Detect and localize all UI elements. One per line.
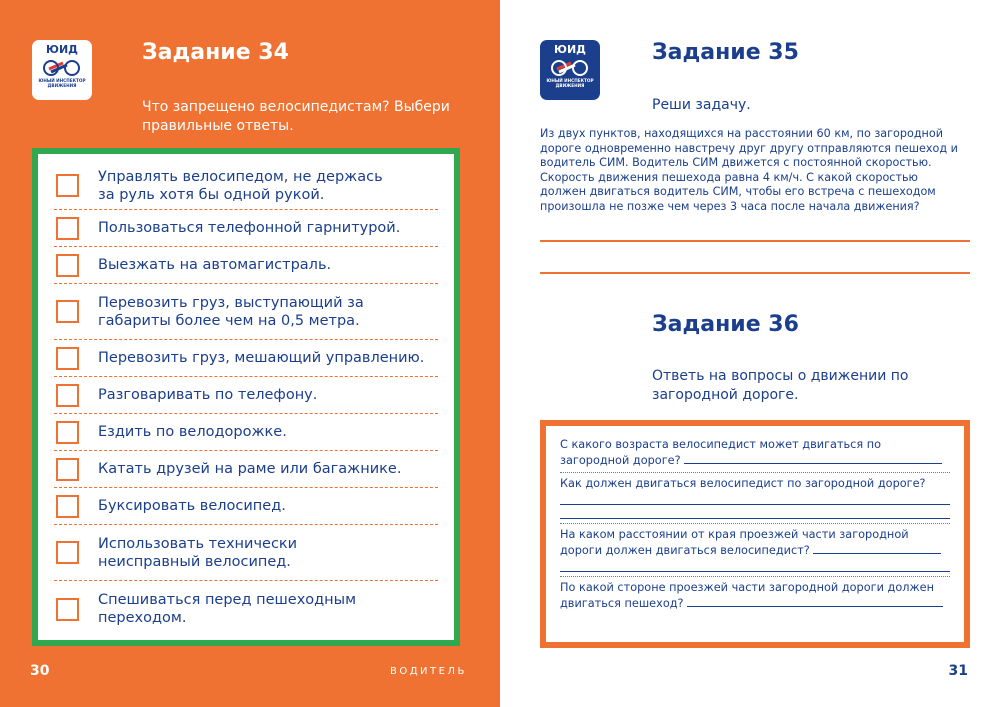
right-page	[500, 0, 1000, 707]
question-text: По какой стороне проезжей части загородной дороги должен двигаться пешеход?	[560, 581, 934, 610]
logo-subtitle: ЮНЫЙ ИНСПЕКТОР ДВИЖЕНИЯ	[546, 78, 594, 88]
checklist-item-label: Перевозить груз, мешающий управлению.	[98, 350, 425, 366]
questions-box	[540, 420, 970, 648]
yuid-logo	[540, 40, 600, 100]
checklist-item	[54, 210, 438, 247]
answer-line[interactable]	[560, 505, 950, 519]
checklist-item	[54, 162, 438, 210]
checkbox[interactable]	[56, 421, 79, 444]
bicycle-icon	[549, 57, 591, 77]
page-number-left: 30	[30, 663, 50, 679]
checklist-item	[54, 377, 438, 414]
checklist-item-label: Буксировать велосипед.	[98, 498, 286, 514]
yuid-logo	[32, 40, 92, 100]
checklist-item-label: Ездить по велодорожке.	[98, 424, 287, 440]
task-34-question: Что запрещено велосипедистам? Выбери правильные ответы.	[142, 99, 450, 134]
checklist-item	[54, 247, 438, 284]
checklist-item	[54, 414, 438, 451]
task-35-title: Задание 35	[652, 40, 799, 65]
task-36-instruction: Ответь на вопросы о движении по загородной дороге.	[652, 368, 909, 403]
checkbox[interactable]	[56, 384, 79, 407]
task-36-title: Задание 36	[652, 312, 799, 337]
checklist-item-label: Пользоваться телефонной гарнитурой.	[98, 220, 401, 236]
checklist-item-label: Выезжать на автомагистраль.	[98, 257, 332, 273]
checkbox[interactable]	[56, 254, 79, 277]
footer-section-label: ВОДИТЕЛЬ	[390, 666, 467, 677]
question-item	[560, 473, 950, 524]
checkbox[interactable]	[56, 217, 79, 240]
checklist-item-label: Перевозить груз, выступающий за габариты более чем на 0,5 метра.	[98, 294, 364, 329]
logo-subtitle: ЮНЫЙ ИНСПЕКТОР ДВИЖЕНИЯ	[38, 78, 86, 88]
answer-line[interactable]	[540, 240, 970, 242]
answer-blank[interactable]	[687, 595, 943, 607]
task-34-title: Задание 34	[142, 40, 289, 65]
checklist-item	[54, 340, 438, 377]
question-text: Как должен двигаться велосипедист по загородной дороге?	[560, 477, 926, 490]
checklist-item	[54, 488, 438, 525]
answer-line[interactable]	[560, 491, 950, 505]
checklist-item	[54, 581, 438, 637]
checkbox[interactable]	[56, 458, 79, 481]
checkbox[interactable]	[56, 347, 79, 370]
checklist-item	[54, 525, 438, 581]
checklist-item-label: Разговаривать по телефону.	[98, 387, 318, 403]
checklist-item	[54, 284, 438, 340]
question-text: С какого возраста велосипедист может двигаться по загородной дороге?	[560, 438, 882, 467]
question-item	[560, 577, 950, 615]
checklist-item-label: Спешиваться перед пешеходным переходом.	[98, 592, 357, 626]
bicycle-icon	[41, 57, 83, 77]
checklist-box	[32, 148, 460, 646]
question-item	[560, 434, 950, 473]
checklist-item	[54, 451, 438, 488]
checkbox[interactable]	[56, 598, 79, 621]
checkbox[interactable]	[56, 541, 79, 564]
answer-blank[interactable]	[813, 542, 941, 554]
checklist-item-label: Управлять велосипедом, не держась за руль хотя бы одной рукой.	[98, 168, 383, 203]
answer-line[interactable]	[540, 272, 970, 274]
checkbox[interactable]	[56, 174, 79, 197]
answer-blank[interactable]	[684, 452, 942, 464]
answer-line[interactable]	[560, 558, 950, 572]
page-number-right: 31	[948, 663, 968, 679]
task-35-instruction: Реши задачу.	[652, 97, 751, 113]
task-35-problem: Из двух пунктов, находящихся на расстоянии 60 км, по загородной дороге одновременно навстречу друг другу отправляются пешеход и водитель СИМ. Водитель СИМ движется с постоянной скоростью. Скорость движения пешехода равна 4 км/ч. С какой скоростью должен двигаться водитель СИМ, чтобы его встреча с пешеходом произошла не позже чем через 3 часа после начала движения?	[540, 127, 958, 213]
logo-abbreviation: ЮИД	[46, 43, 78, 56]
question-item	[560, 524, 950, 577]
question-text: На каком расстоянии от края проезжей части загородной дороги должен двигаться велосипедист?	[560, 528, 909, 557]
checkbox[interactable]	[56, 495, 79, 518]
checkbox[interactable]	[56, 300, 79, 323]
checklist-item-label: Катать друзей на раме или багажнике.	[98, 461, 402, 477]
checklist-item-label: Использовать технически неисправный велосипед.	[98, 535, 298, 570]
logo-abbreviation: ЮИД	[554, 43, 586, 56]
